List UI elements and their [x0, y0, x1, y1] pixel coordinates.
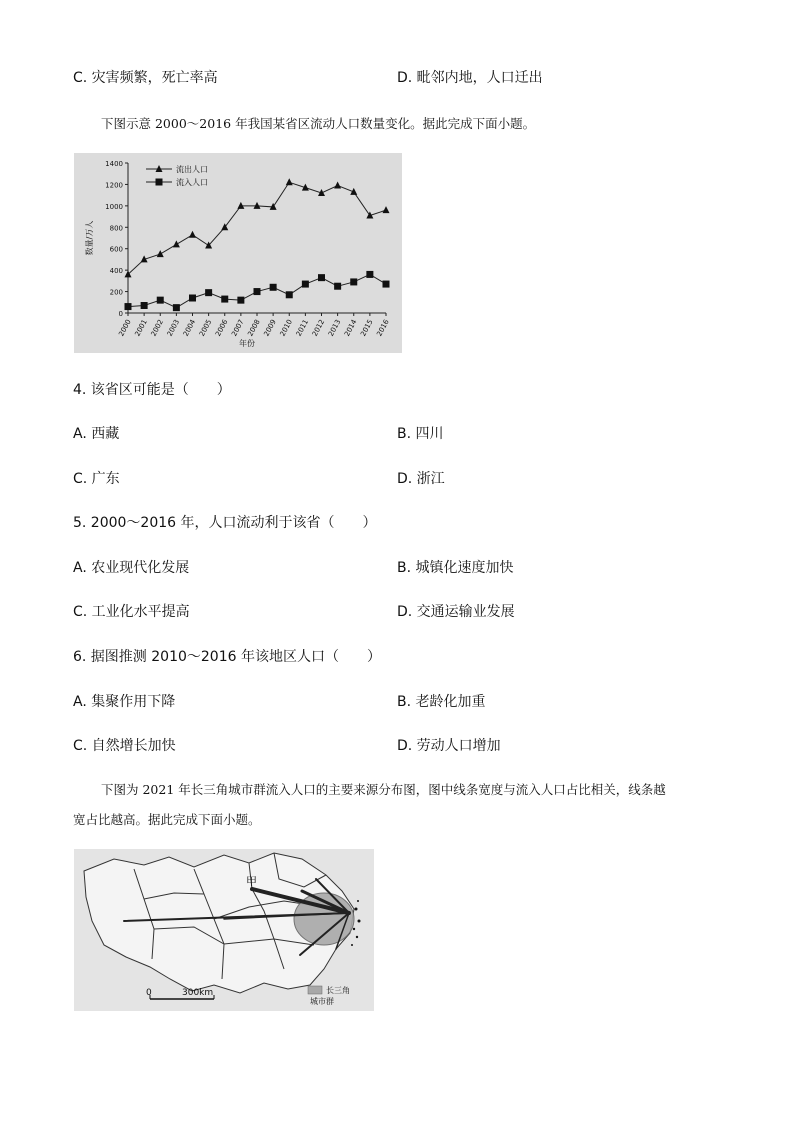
- x-axis-label: 年份: [239, 339, 255, 348]
- x-tick-label: 2014: [343, 318, 359, 338]
- question-5-option-a[interactable]: A. 农业现代化发展: [73, 560, 190, 576]
- inflow-point: [205, 289, 212, 296]
- x-tick-label: 2007: [230, 318, 246, 338]
- yangtze-delta-migration-map: [74, 849, 374, 1011]
- x-tick-label: 2001: [133, 318, 149, 338]
- inflow-point: [350, 278, 357, 285]
- inflow-point: [125, 303, 132, 310]
- x-tick-label: 2006: [214, 318, 230, 338]
- question-6-option-c[interactable]: C. 自然增长加快: [73, 738, 176, 754]
- question-4-option-a[interactable]: A. 西藏: [73, 426, 120, 442]
- y-tick-label: 1000: [105, 202, 123, 211]
- inflow-point: [286, 291, 293, 298]
- question-4-stem: 4. 该省区可能是（ ）: [73, 382, 231, 398]
- y-tick-label: 1400: [105, 160, 123, 168]
- legend-label-1: 流入人口: [176, 178, 208, 187]
- inflow-point: [221, 296, 228, 303]
- legend-marker-square: [156, 179, 163, 186]
- outflow-point: [173, 240, 180, 247]
- inflow-point: [366, 271, 373, 278]
- intro-text-2-line-1: 下图为 2021 年长三角城市群流入人口的主要来源分布图，图中线条宽度与流入人口占比相关，线条越: [101, 782, 666, 797]
- inflow-point: [189, 295, 196, 302]
- x-tick-label: 2003: [165, 318, 182, 338]
- y-tick-label: 200: [109, 288, 123, 297]
- legend-label-line-1: 长三角: [326, 986, 350, 995]
- inflow-point: [318, 274, 325, 281]
- question-5-option-b[interactable]: B. 城镇化速度加快: [397, 560, 514, 576]
- y-tick-label: 400: [109, 267, 123, 276]
- x-tick-label: 2008: [246, 318, 262, 338]
- map-legend: [308, 985, 350, 1006]
- scale-zero-label: 0: [146, 988, 152, 998]
- series-line-0: [128, 182, 386, 274]
- x-tick-label: 2013: [326, 318, 343, 338]
- y-axis-label: 数量/万人: [85, 220, 94, 256]
- intro-text-1: 下图示意 2000～2016 年我国某省区流动人口数量变化。据此完成下面小题。: [101, 116, 536, 131]
- inflow-point: [270, 284, 277, 291]
- legend-label-line-2: 城市群: [310, 997, 334, 1006]
- outflow-point: [334, 182, 341, 189]
- x-tick-label: 2012: [310, 318, 327, 338]
- x-tick-label: 2009: [262, 318, 278, 338]
- question-4-option-d[interactable]: D. 浙江: [397, 471, 445, 487]
- outflow-point: [157, 250, 164, 257]
- outflow-point: [286, 178, 293, 185]
- inflow-point: [173, 304, 180, 311]
- inflow-point: [302, 281, 309, 288]
- x-tick-label: 2016: [375, 318, 391, 338]
- outflow-point: [189, 231, 196, 238]
- option-d-prev: D. 毗邻内地，人口迁出: [397, 70, 543, 86]
- y-tick-label: 600: [109, 245, 123, 254]
- question-5-stem: 5. 2000～2016 年，人口流动利于该省（ ）: [73, 515, 377, 531]
- inflow-point: [157, 297, 164, 304]
- scale-bar: [146, 988, 214, 999]
- question-4-option-b[interactable]: B. 四川: [397, 426, 444, 442]
- province-label-jia: 甲: [246, 875, 257, 888]
- question-5-option-c[interactable]: C. 工业化水平提高: [73, 604, 190, 620]
- question-5-option-d[interactable]: D. 交通运输业发展: [397, 604, 515, 620]
- legend-label-0: 流出人口: [176, 165, 208, 174]
- population-flow-chart: [74, 153, 402, 353]
- question-6-option-b[interactable]: B. 老龄化加重: [397, 694, 486, 710]
- x-tick-label: 2002: [149, 318, 166, 338]
- question-4-option-c[interactable]: C. 广东: [73, 471, 120, 487]
- question-6-option-d[interactable]: D. 劳动人口增加: [397, 738, 501, 754]
- question-6-stem: 6. 据图推测 2010～2016 年该地区人口（ ）: [73, 649, 381, 665]
- inflow-point: [237, 297, 244, 304]
- legend-swatch: [308, 986, 322, 994]
- inflow-point: [383, 281, 390, 288]
- x-tick-label: 2015: [359, 318, 375, 338]
- inflow-point: [254, 288, 261, 295]
- y-tick-label: 0: [118, 310, 123, 318]
- y-tick-label: 1200: [105, 181, 123, 190]
- inflow-point: [334, 283, 341, 290]
- option-c-prev: C. 灾害频繁，死亡率高: [73, 70, 218, 86]
- x-tick-label: 2000: [117, 318, 133, 338]
- x-tick-label: 2004: [181, 318, 198, 338]
- outflow-point: [383, 206, 390, 213]
- x-tick-label: 2010: [278, 318, 295, 338]
- question-6-option-a[interactable]: A. 集聚作用下降: [73, 694, 176, 710]
- x-tick-label: 2011: [294, 318, 311, 338]
- scale-distance-label: 300km: [182, 988, 214, 998]
- x-tick-label: 2005: [197, 318, 214, 338]
- intro-text-2-line-2: 宽占比越高。据此完成下面小题。: [73, 812, 261, 827]
- inflow-point: [141, 302, 148, 309]
- y-tick-label: 800: [109, 224, 123, 233]
